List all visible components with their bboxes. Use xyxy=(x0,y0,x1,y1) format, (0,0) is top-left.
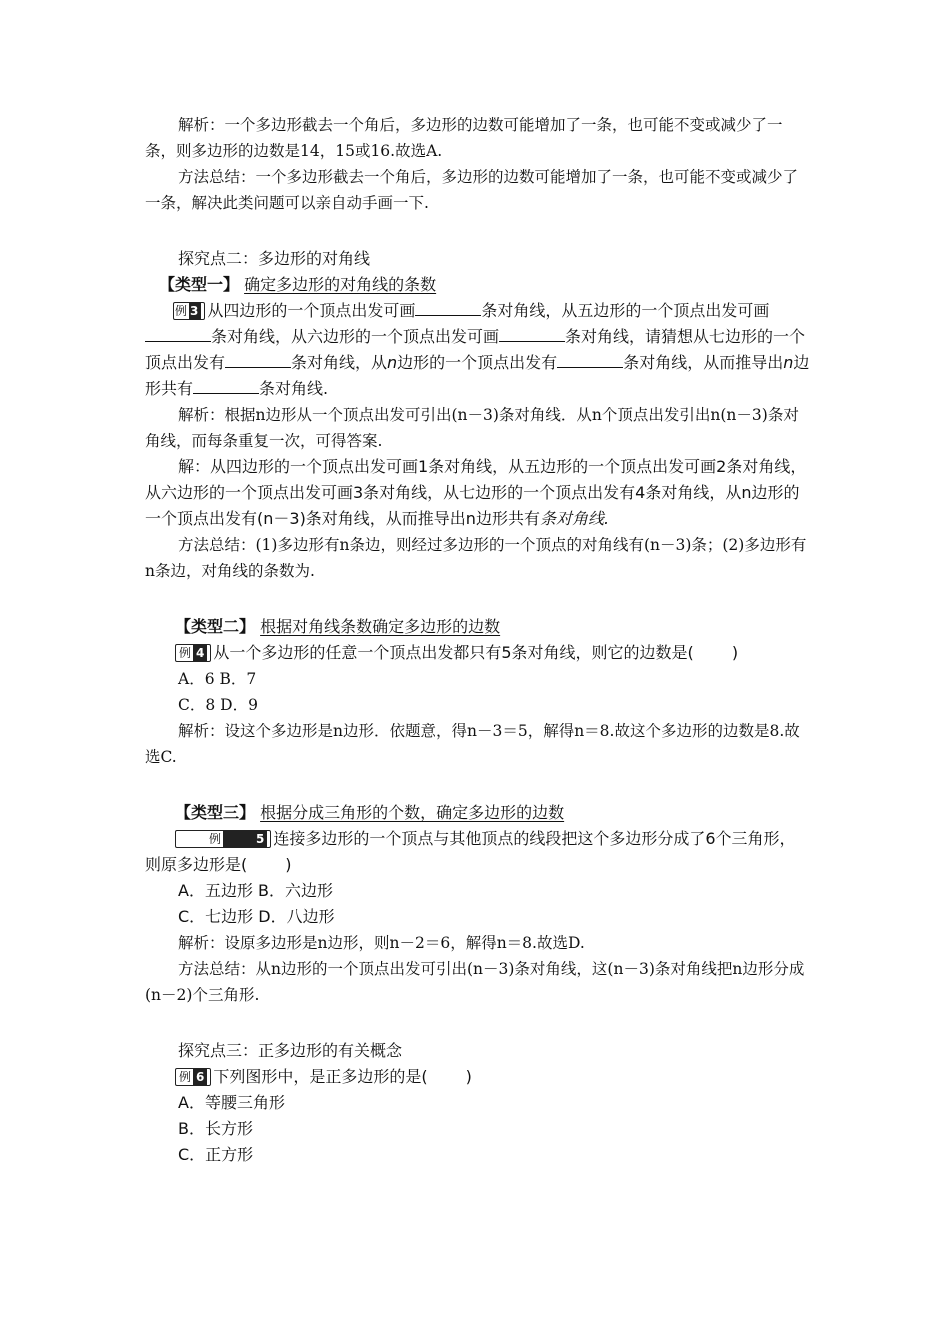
ex6-question: 例 6 下列图形中，是正多边形的是( ) xyxy=(145,1064,810,1090)
blank-6[interactable] xyxy=(193,378,259,394)
ex5-options-cd: C．七边形 D．八边形 xyxy=(178,907,335,926)
ex6-option-b: B．长方形 xyxy=(178,1119,253,1138)
ex3-badge: 例 3 xyxy=(173,302,205,320)
ex5-options-ab: A．五边形 B．六边形 xyxy=(178,881,334,900)
s1-method-summary: 方法总结：一个多边形截去一个角后，多边形的边数可能增加了一条，也可能不变或减少了一条，解决此类问题可以亲自动手画一下. xyxy=(145,168,799,212)
ex4-question: 例 4 从一个多边形的任意一个顶点出发都只有5条对角线，则它的边数是( ) xyxy=(145,640,810,666)
blank-4[interactable] xyxy=(225,352,291,368)
type1-heading xyxy=(145,272,810,298)
tp2-heading: 探究点二：多边形的对角线 xyxy=(178,249,371,268)
ex3-analysis: 解析：根据n边形从一个顶点出发可引出(n－3)条对角线．从n个顶点出发引出n(n－3)条对角线，而每条重复一次，可得答案. xyxy=(145,406,799,450)
ex4-badge: 例 4 xyxy=(175,644,211,662)
ex3-question-cont: 条对角线，从六边形的一个顶点出发可画 条对角线，请猜想从七边形的一个顶点出发有 条对角线，从n边形的一个顶点出发有 条对角线，从而推导出n边形共有 条对角线. xyxy=(145,327,810,398)
blank-3[interactable] xyxy=(499,326,565,342)
ex3-solution: 解：从四边形的一个顶点出发可画1条对角线，从五边形的一个顶点出发可画2条对角线，从六边形的一个顶点出发可画3条对角线，从七边形的一个顶点出发有4条对角线，从n边形的一个顶点出发有(n－3)条对角线，从而推导出n边形共有条对角线. xyxy=(145,457,807,528)
ex5-analysis: 解析：设原多边形是n边形，则n－2＝6，解得n＝8.故选D. xyxy=(178,934,585,952)
ex5-badge: 例 5 xyxy=(175,830,271,848)
document-page xyxy=(145,112,810,1168)
type2-heading: 【类型二】 根据对角线条数确定多边形的边数 xyxy=(175,617,501,636)
type3-heading: 【类型三】 根据分成三角形的个数，确定多边形的边数 xyxy=(175,803,565,822)
s1-analysis: 解析：一个多边形截去一个角后，多边形的边数可能增加了一条，也可能不变或减少了一条，则多边形的边数是14，15或16.故选A. xyxy=(145,116,783,160)
blank-5[interactable] xyxy=(557,352,623,368)
ex3-question: 例 3 从四边形的一个顶点出发可画 条对角线，从五边形的一个顶点出发可画 xyxy=(175,301,770,320)
ex4-options-ab: A．6 B．7 xyxy=(178,670,257,688)
ex4-options-cd: C．8 D．9 xyxy=(178,696,258,714)
ex6-badge: 例 6 xyxy=(175,1068,211,1086)
type1-tag: 【类型一】 xyxy=(159,275,240,294)
tp3-heading: 探究点三：正多边形的有关概念 xyxy=(178,1041,403,1060)
blank-1[interactable] xyxy=(415,300,481,316)
ex5-method-summary: 方法总结：从n边形的一个顶点出发可引出(n－3)条对角线，这(n－3)条对角线把n边形分成(n－2)个三角形. xyxy=(145,960,805,1004)
ex6-option-c: C．正方形 xyxy=(178,1145,254,1164)
ex3-method-summary: 方法总结：(1)多边形有n条边，则经过多边形的一个顶点的对角线有(n－3)条；(2)多边形有n条边，对角线的条数为. xyxy=(145,536,807,580)
blank-2[interactable] xyxy=(145,326,211,342)
ex4-analysis: 解析：设这个多边形是n边形．依题意，得n－3＝5，解得n＝8.故这个多边形的边数是8.故选C. xyxy=(145,722,800,766)
ex5-question: 例 5 连接多边形的一个顶点与其他顶点的线段把这个多边形分成了6个三角形，则原多边形是( ) xyxy=(145,829,796,874)
ex6-option-a: A．等腰三角形 xyxy=(178,1093,285,1112)
type1-title: 确定多边形的对角线的条数 xyxy=(244,275,437,294)
